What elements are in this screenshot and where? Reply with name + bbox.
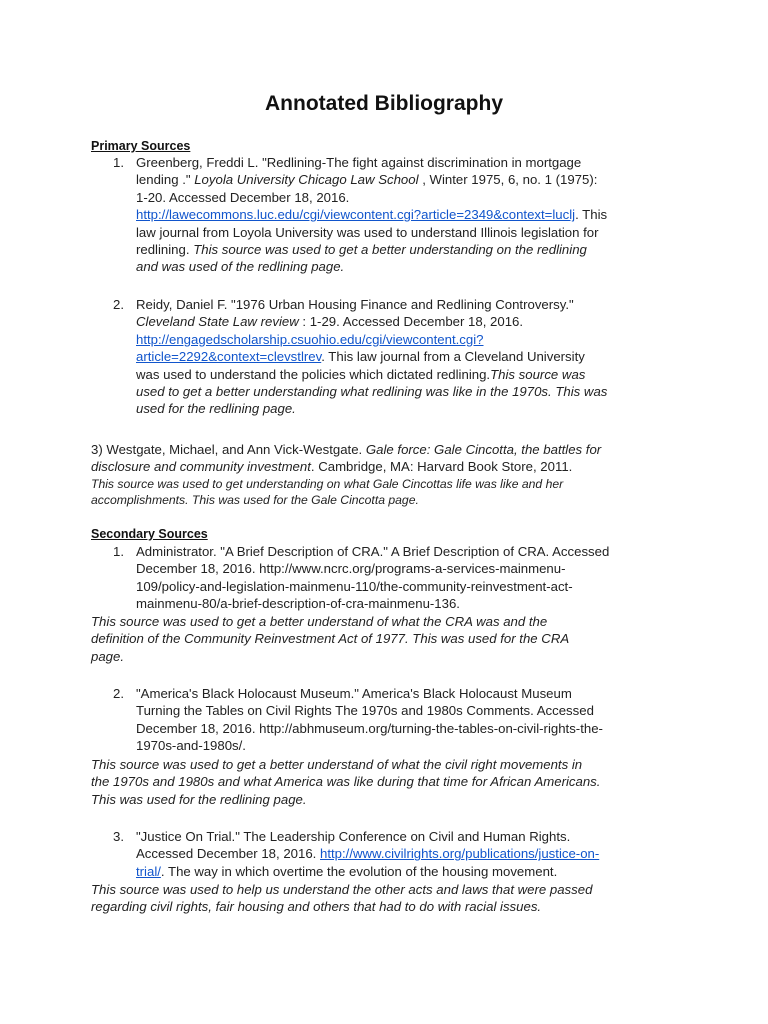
- entry-number: 3.: [113, 829, 124, 844]
- primary-entry-3: [91, 441, 685, 509]
- primary-entry-1: [91, 154, 685, 276]
- secondary-entry-3: [91, 828, 685, 880]
- secondary-sources-heading: Secondary Sources: [91, 527, 208, 541]
- entry-line: 3) Westgate, Michael, and Ann Vick-Westgate. Gale force: Gale Cincotta, the battles for: [91, 442, 602, 457]
- entry-line: Administrator. "A Brief Description of CRA." A Brief Description of CRA. Accessed: [136, 544, 610, 559]
- source-link[interactable]: http://www.civilrights.org/publications/justice-on-: [320, 846, 600, 862]
- entry-line: Turning the Tables on Civil Rights The 1970s and 1980s Comments. Accessed: [136, 703, 594, 719]
- annotation-line: accomplishments. This was used for the Gale Cincotta page.: [91, 493, 419, 508]
- entry-line: used for the redlining page.: [136, 401, 296, 417]
- annotation-line: This source was used to get a better understand of what the CRA was and the: [91, 614, 548, 629]
- entry-number: 2.: [113, 686, 124, 701]
- primary-sources-heading: Primary Sources: [91, 139, 191, 153]
- entry-line: lending ." Loyola University Chicago Law School , Winter 1975, 6, no. 1 (1975):: [136, 172, 598, 188]
- secondary-annotation-3: [91, 881, 685, 916]
- entry-line: 109/policy-and-legislation-mainmenu-110/the-community-reinvestment-act-: [136, 578, 573, 594]
- secondary-annotation-1: [91, 613, 685, 665]
- entry-line: mainmenu-80/a-brief-description-of-cra-mainmenu-136.: [136, 596, 460, 612]
- entry-line: Greenberg, Freddi L. "Redlining-The fight against discrimination in mortgage: [136, 155, 582, 170]
- annotation-line: This source was used to get a better understand of what the civil right movements in: [91, 757, 583, 772]
- secondary-entry-1: [91, 543, 685, 613]
- entry-line: and was used of the redlining page.: [136, 259, 345, 275]
- annotation-line: definition of the Community Reinvestment Act of 1977. This was used for the CRA: [91, 631, 570, 647]
- entry-line: "Justice On Trial." The Leadership Conference on Civil and Human Rights.: [136, 829, 571, 844]
- entry-line: redlining. This source was used to get a better understanding on the redlining: [136, 242, 587, 258]
- source-link[interactable]: article=2292&context=clevstlrev: [136, 349, 322, 365]
- entry-line: Cleveland State Law review : 1-29. Accessed December 18, 2016.: [136, 314, 524, 330]
- entry-line: Accessed December 18, 2016. http://www.civilrights.org/publications/justice-on-: [136, 846, 600, 862]
- entry-number: 2.: [113, 297, 124, 312]
- entry-line: disclosure and community investment. Cambridge, MA: Harvard Book Store, 2011.: [91, 459, 573, 475]
- entry-line: trial/. The way in which overtime the evolution of the housing movement.: [136, 863, 558, 879]
- entry-line: 1-20. Accessed December 18, 2016.: [136, 189, 350, 205]
- annotation-line: the 1970s and 1980s and what America was like during that time for African Americans.: [91, 774, 601, 790]
- entry-line: used to get a better understanding what redlining was like in the 1970s. This was: [136, 384, 608, 400]
- secondary-entry-2: [91, 685, 685, 755]
- source-link[interactable]: http://engagedscholarship.csuohio.edu/cgi/viewcontent.cgi?: [136, 331, 484, 347]
- entry-line: Reidy, Daniel F. "1976 Urban Housing Finance and Redlining Controversy.": [136, 297, 574, 312]
- annotation-line: page.: [91, 648, 125, 664]
- entry-line: was used to understand the policies which dictated redlining.This source was: [136, 366, 586, 382]
- entry-line: December 18, 2016. http://abhmuseum.org/turning-the-tables-on-civil-rights-the-: [136, 720, 603, 736]
- secondary-annotation-2: [91, 756, 685, 808]
- page-title: Annotated Bibliography: [265, 92, 503, 115]
- annotation-line: This source was used to get understanding on what Gale Cincottas life was like and her: [91, 476, 564, 491]
- entry-line: "America's Black Holocaust Museum." America's Black Holocaust Museum: [136, 686, 572, 701]
- entry-line: law journal from Loyola University was used to understand Illinois legislation for: [136, 224, 599, 240]
- annotation-line: This was used for the redlining page.: [91, 791, 307, 807]
- entry-number: 1.: [113, 544, 124, 559]
- entry-line: [136, 331, 685, 348]
- annotation-line: regarding civil rights, fair housing and others that had to do with racial issues.: [91, 899, 542, 915]
- entry-line: December 18, 2016. http://www.ncrc.org/programs-a-services-mainmenu-: [136, 561, 566, 577]
- source-link[interactable]: trial/: [136, 863, 161, 879]
- source-link[interactable]: http://lawecommons.luc.edu/cgi/viewcontent.cgi?article=2349&context=luclj: [136, 207, 576, 223]
- entry-line: http://lawecommons.luc.edu/cgi/viewcontent.cgi?article=2349&context=luclj. This: [136, 207, 608, 223]
- entry-line: 1970s-and-1980s/.: [136, 738, 246, 754]
- entry-line: article=2292&context=clevstlrev. This law journal from a Cleveland University: [136, 349, 585, 365]
- primary-entry-2: [91, 296, 685, 418]
- entry-number: 1.: [113, 155, 124, 170]
- annotation-line: This source was used to help us understand the other acts and laws that were passed: [91, 882, 593, 897]
